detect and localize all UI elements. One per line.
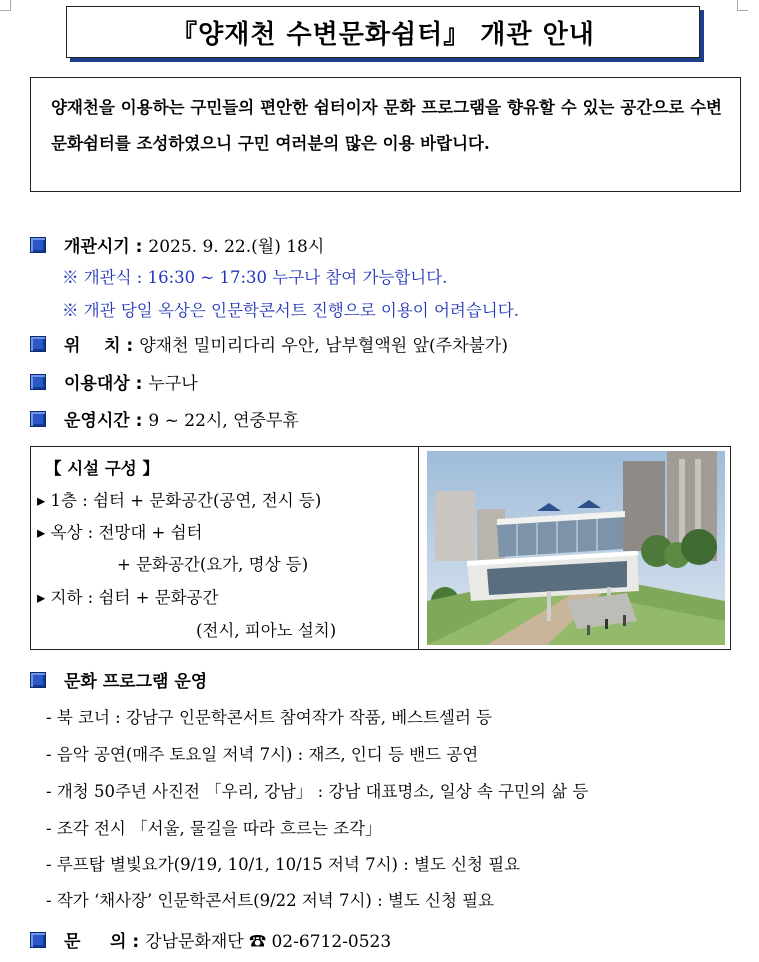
square-bullet-icon xyxy=(30,411,46,427)
page-title: 『양재천 수변문화쉼터』 개관 안내 xyxy=(171,19,595,50)
program-item: - 작가 ‘채사장’ 인문학콘서트(9/22 저녁 7시) : 별도 신청 필요 xyxy=(46,891,495,910)
intro-box xyxy=(30,77,741,192)
intro-text: 양재천을 이용하는 구민들의 편안한 쉼터이자 문화 프로그램을 향유할 수 있는 공간으로 수변문화쉼터를 조성하였으니 구민 여러분의 많은 이용 바랍니다. xyxy=(51,98,722,153)
facilities-line: ▸ 옥상 : 전망대 + 쉼터 xyxy=(37,523,203,542)
programs-label: 문화 프로그램 운영 xyxy=(64,672,208,692)
opening-label: 개관시기 : xyxy=(64,237,143,257)
facilities-box xyxy=(30,446,731,650)
program-item: - 루프탑 별빛요가(9/19, 10/1, 10/15 저녁 7시) : 별도 신청 필요 xyxy=(46,855,521,874)
facilities-line: ▸ 1층 : 쉼터 + 문화공간(공연, 전시 등) xyxy=(37,491,322,510)
target-row xyxy=(30,369,198,394)
building-rendering-image xyxy=(427,451,725,645)
location-row xyxy=(30,331,508,356)
programs-row xyxy=(30,667,207,692)
location-value: 양재천 밀미리다리 우안, 남부혈액원 앞(주차불가) xyxy=(139,336,508,356)
square-bullet-icon xyxy=(30,237,46,253)
facilities-line: + 문화공간(요가, 명상 등) xyxy=(117,555,309,574)
square-bullet-icon xyxy=(30,932,46,948)
square-bullet-icon xyxy=(30,672,46,688)
program-item: - 음악 공연(매주 토요일 저녁 7시) : 재즈, 인디 등 밴드 공연 xyxy=(46,745,479,764)
page-corner-mark xyxy=(0,0,11,11)
facilities-line: (전시, 피아노 설치) xyxy=(196,621,337,640)
facilities-divider xyxy=(418,447,419,649)
contact-label: 문 의 : xyxy=(64,932,140,952)
hours-label: 운영시간 : xyxy=(64,411,143,431)
hours-row xyxy=(30,406,299,431)
facilities-line: ▸ 지하 : 쉼터 + 문화공간 xyxy=(37,588,219,607)
opening-row xyxy=(30,232,324,257)
square-bullet-icon xyxy=(30,374,46,390)
hours-value: 9 ~ 22시, 연중무휴 xyxy=(148,411,299,431)
program-item: - 개청 50주년 사진전 「우리, 강남」 : 강남 대표명소, 일상 속 구민의 삶 등 xyxy=(46,782,589,801)
page-corner-mark xyxy=(737,0,748,11)
contact-value: 강남문화재단 ☎ 02-6712-0523 xyxy=(145,932,392,952)
square-bullet-icon xyxy=(30,336,46,352)
target-value: 누구나 xyxy=(148,374,198,394)
opening-value: 2025. 9. 22.(월) 18시 xyxy=(148,237,325,257)
opening-note-rooftop: ※ 개관 당일 옥상은 인문학콘서트 진행으로 이용이 어려습니다. xyxy=(62,301,519,320)
title-box xyxy=(66,6,700,58)
opening-note-ceremony: ※ 개관식 : 16:30 ~ 17:30 누구나 참여 가능합니다. xyxy=(62,268,448,287)
target-label: 이용대상 : xyxy=(64,374,143,394)
location-label: 위 치 : xyxy=(64,336,134,356)
facilities-heading: 【 시설 구성 】 xyxy=(45,459,159,478)
program-item: - 조각 전시 「서울, 물길을 따라 흐르는 조각」 xyxy=(46,819,382,838)
program-item: - 북 코너 : 강남구 인문학콘서트 참여작가 작품, 베스트셀러 등 xyxy=(46,708,493,727)
contact-row xyxy=(30,927,391,952)
